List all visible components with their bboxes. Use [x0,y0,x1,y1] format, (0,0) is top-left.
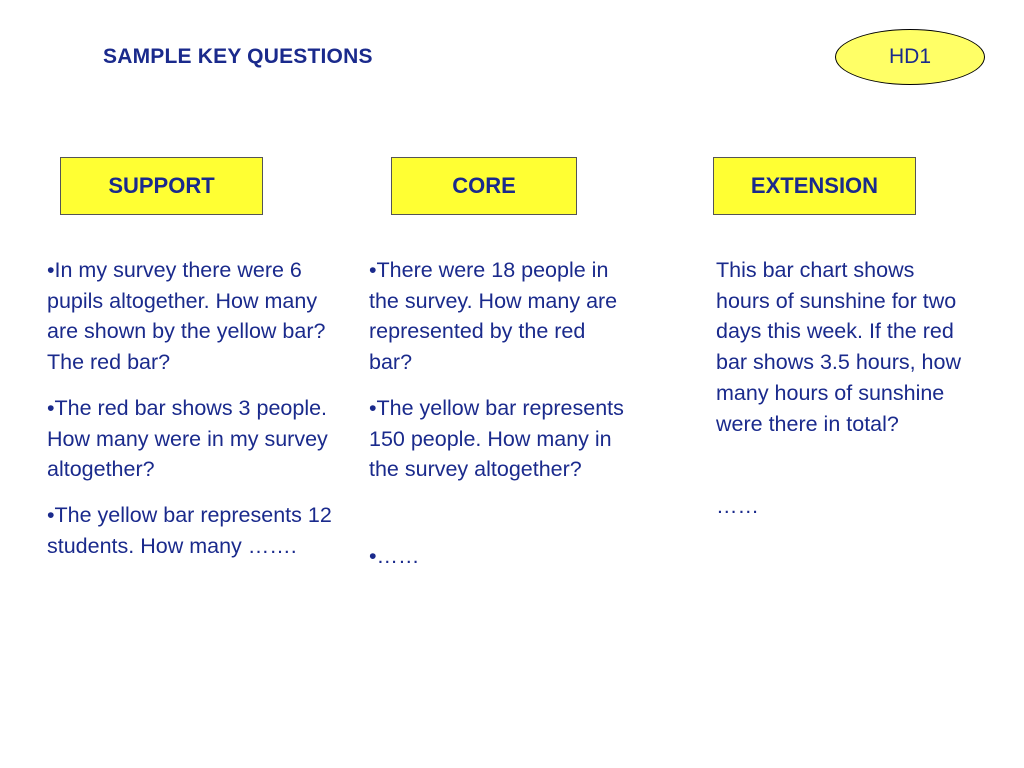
page-title: SAMPLE KEY QUESTIONS [103,45,373,68]
support-question-2: •The red bar shows 3 people. How many were in my survey altogether? [47,395,328,482]
hd1-badge: HD1 [835,29,985,85]
support-question-3: •The yellow bar represents 12 students. How many ……. [47,502,332,558]
extension-heading-box: EXTENSION [713,157,916,215]
core-heading-box: CORE [391,157,577,215]
support-questions [47,255,337,576]
core-question-1: •There were 18 people in the survey. How many are represented by the red bar? [369,258,618,375]
extension-question-2: …… [716,494,759,519]
support-question-1: •In my survey there were 6 pupils altogether. How many are shown by the yellow bar? The red bar? [47,258,326,375]
core-question-2: •The yellow bar represents 150 people. How many in the survey altogether? [369,395,624,482]
extension-questions [716,255,961,537]
core-question-3: •…… [369,543,420,568]
extension-question-1: This bar chart shows hours of sunshine for two days this week. If the red bar shows 3.5 hours, how many hours of sunshine were there in total? [716,258,961,436]
core-questions [369,255,631,587]
support-heading-box: SUPPORT [60,157,263,215]
